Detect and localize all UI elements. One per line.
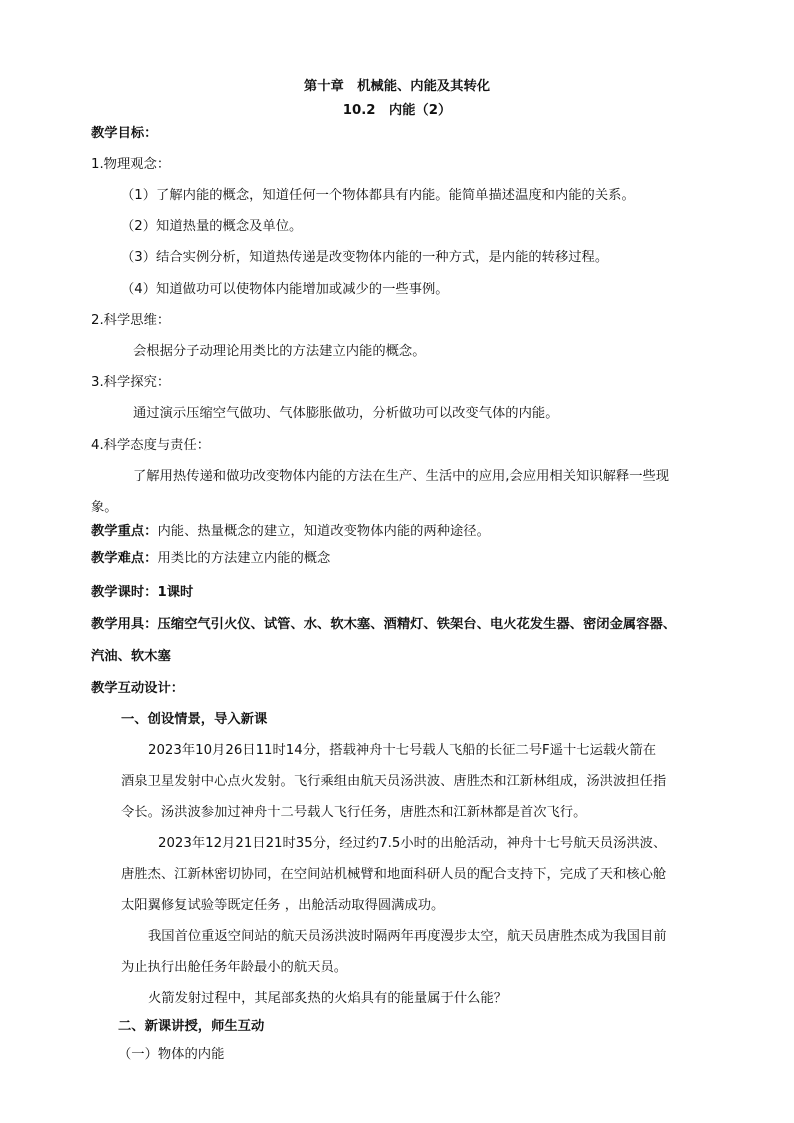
equipment-line-continued: 汽油、软木塞: [91, 649, 171, 664]
interaction-heading: 教学互动设计：: [91, 681, 185, 696]
objective-1-item: （1）了解内能的概念，知道任何一个物体都具有内能。能简单描述温度和内能的关系。: [121, 188, 635, 203]
objectives-heading: 教学目标：: [91, 126, 158, 141]
objective-4-text-continued: 象。: [91, 500, 118, 515]
objective-2-text: 会根据分子动理论用类比的方法建立内能的概念。: [133, 344, 426, 359]
paragraph-line: 为止执行出舱任务年龄最小的航天员。: [121, 960, 348, 975]
paragraph-line: 唐胜杰、江新林密切协同，在空间站机械臂和地面科研人员的配合支持下，完成了天和核心舱: [121, 867, 667, 882]
subsection-heading: （一）物体的内能: [118, 1047, 225, 1062]
chapter-title: 第十章 机械能、内能及其转化: [303, 79, 491, 94]
objective-1-heading: 1.物理观念：: [91, 157, 171, 172]
section-title: 10.2 内能（2）: [342, 103, 452, 118]
class-hours: 教学课时：1课时: [91, 585, 194, 600]
key-points-label: 教学重点：: [91, 524, 158, 539]
objective-4-heading: 4.科学态度与责任：: [91, 438, 211, 453]
equipment-line: 教学用具：压缩空气引火仪、试管、水、软木塞、酒精灯、铁架台、电火花发生器、密闭金属容器、: [91, 617, 677, 632]
difficulties-text: 用类比的方法建立内能的概念: [157, 551, 331, 566]
difficulties-label: 教学难点：: [91, 551, 158, 566]
key-points: [91, 522, 490, 542]
objective-2-heading: 2.科学思维：: [91, 313, 171, 328]
paragraph-line: 酒泉卫星发射中心点火发射。飞行乘组由航天员汤洪波、唐胜杰和江新林组成，汤洪波担任指: [121, 774, 667, 789]
paragraph-line: 令长。汤洪波参加过神舟十二号载人飞行任务，唐胜杰和江新林都是首次飞行。: [121, 805, 587, 820]
objective-1-item: （4）知道做功可以使物体内能增加或减少的一些事例。: [121, 282, 449, 297]
objective-3-heading: 3.科学探究：: [91, 375, 171, 390]
key-points-text: 内能、热量概念的建立，知道改变物体内能的两种途径。: [157, 524, 490, 539]
objective-1-item: （2）知道热量的概念及单位。: [121, 219, 303, 234]
part-2-heading: 二、新课讲授，师生互动: [118, 1019, 265, 1034]
part-1-heading: 一、创设情景，导入新课: [121, 712, 268, 727]
paragraph-line: 太阳翼修复试验等既定任务 ，出舱活动取得圆满成功。: [121, 898, 445, 913]
paragraph-line: 我国首位重返空间站的航天员汤洪波时隔两年再度漫步太空，航天员唐胜杰成为我国目前: [148, 929, 667, 944]
objective-4-text: 了解用热传递和做功改变物体内能的方法在生产、生活中的应用,会应用相关知识解释一些现: [133, 469, 670, 484]
paragraph-line: 2023年10月26日11时14分，搭载神舟十七号载人飞船的长征二号F遥十七运载火箭在: [148, 743, 657, 758]
question-text: 火箭发射过程中，其尾部炙热的火焰具有的能量属于什么能？: [148, 991, 508, 1006]
objective-1-item: （3）结合实例分析，知道热传递是改变物体内能的一种方式，是内能的转移过程。: [121, 250, 609, 265]
objective-3-text: 通过演示压缩空气做功、气体膨胀做功，分析做功可以改变气体的内能。: [133, 406, 559, 421]
difficulties: [91, 549, 330, 569]
paragraph-line: 2023年12月21日21时35分，经过约7.5小时的出舱活动，神舟十七号航天员汤洪波、: [158, 836, 667, 851]
